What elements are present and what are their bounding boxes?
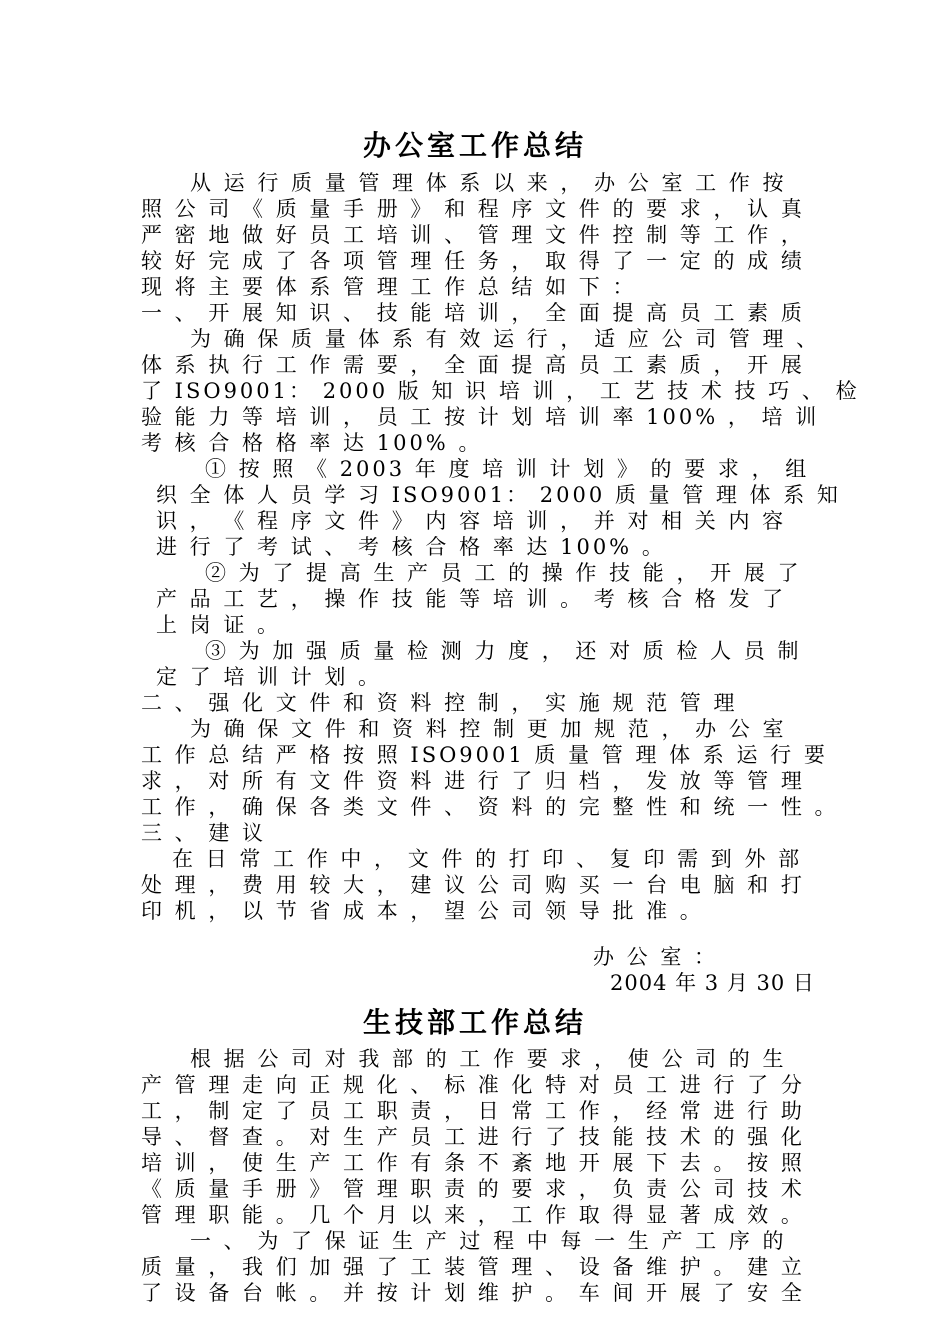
paragraph-line: 管 理 职 能 。 几 个 月 以 来 ， 工 作 取 得 显 著 成 效 。 (141, 1203, 805, 1227)
paragraph-line: 工 ， 制 定 了 员 工 职 责 ， 日 常 工 作 ， 经 常 进 行 助 (141, 1099, 805, 1123)
paragraph-line: 产 品 工 艺 ， 操 作 技 能 等 培 训 。 考 核 合 格 发 了 (156, 587, 787, 611)
paragraph-line: 为 确 保 质 量 体 系 有 效 运 行 ， 适 应 公 司 管 理 、 (190, 327, 821, 351)
paragraph-line: 照 公 司 《 质 量 手 册 》 和 程 序 文 件 的 要 求 ， 认 真 (141, 197, 805, 221)
paragraph-line: 识 ， 《 程 序 文 件 》 内 容 培 训 ， 并 对 相 关 内 容 (156, 509, 787, 533)
paragraph-line: 考 核 合 格 格 率 达 100% 。 (141, 431, 483, 455)
section-title-office: 办公室工作总结 (362, 129, 587, 162)
paragraph-line: 在 日 常 工 作 中 ， 文 件 的 打 印 、 复 印 需 到 外 部 (172, 847, 803, 871)
paragraph-line: 了 设 备 台 帐 。 并 按 计 划 维 护 。 车 间 开 展 了 安 全 (141, 1281, 805, 1305)
paragraph-line: 处 理 ， 费 用 较 大 ， 建 议 公 司 购 买 一 台 电 脑 和 打 (141, 873, 805, 897)
paragraph-line: 为 确 保 文 件 和 资 料 控 制 更 加 规 范 ， 办 公 室 (190, 717, 787, 741)
paragraph-line: 《 质 量 手 册 》 管 理 职 责 的 要 求 ， 负 责 公 司 技 术 (141, 1177, 805, 1201)
paragraph-line: 织 全 体 人 员 学 习 ISO9001： 2000 质 量 管 理 体 系 知 (156, 483, 841, 507)
paragraph-line: 严 密 地 做 好 员 工 培 训 、 管 理 文 件 控 制 等 工 作 ， (141, 223, 805, 247)
paragraph-line: 上 岗 证 。 (156, 613, 282, 637)
paragraph-line: 验 能 力 等 培 训 ， 员 工 按 计 划 培 训 率 100% ， 培 训 (141, 405, 820, 429)
paragraph-line: 印 机 ， 以 节 省 成 本 ， 望 公 司 领 导 批 准 。 (141, 899, 704, 923)
paragraph-line: 现 将 主 要 体 系 管 理 工 作 总 结 如 下 ： (141, 275, 637, 299)
paragraph-line: ③ 为 加 强 质 量 检 测 力 度 ， 还 对 质 检 人 员 制 (205, 639, 802, 663)
signature-date: 2004 年 3 月 30 日 (610, 971, 815, 995)
paragraph-line: 从 运 行 质 量 管 理 体 系 以 来 ， 办 公 室 工 作 按 (190, 171, 787, 195)
section-heading: 三 、 建 议 (141, 821, 267, 845)
paragraph-line: 质 量 ， 我 们 加 强 了 工 装 管 理 、 设 备 维 护 。 建 立 (141, 1255, 805, 1279)
paragraph-line: 产 管 理 走 向 正 规 化 、 标 准 化 特 对 员 工 进 行 了 分 (141, 1073, 805, 1097)
paragraph-line: 导 、 督 查 。 对 生 产 员 工 进 行 了 技 能 技 术 的 强 化 (141, 1125, 805, 1149)
section-heading: 一 、 开 展 知 识 、 技 能 培 训 ， 全 面 提 高 员 工 素 质 (141, 301, 805, 325)
paragraph-line: 培 训 ， 使 生 产 工 作 有 条 不 紊 地 开 展 下 去 。 按 照 (141, 1151, 805, 1175)
paragraph-line: 一 、 为 了 保 证 生 产 过 程 中 每 一 生 产 工 序 的 (190, 1229, 787, 1253)
section-heading: 二 、 强 化 文 件 和 资 料 控 制 ， 实 施 规 范 管 理 (141, 691, 738, 715)
paragraph-line: 定 了 培 训 计 划 。 (156, 665, 383, 689)
paragraph-line: 进 行 了 考 试 、 考 核 合 格 率 达 100% 。 (156, 535, 666, 559)
section-title-production: 生技部工作总结 (362, 1006, 587, 1039)
paragraph-line: ② 为 了 提 高 生 产 员 工 的 操 作 技 能 ， 开 展 了 (205, 561, 802, 585)
paragraph-line: 工 作 ， 确 保 各 类 文 件 、 资 料 的 完 整 性 和 统 一 性 。 (141, 795, 839, 819)
paragraph-line: 体 系 执 行 工 作 需 要 ， 全 面 提 高 员 工 素 质 ， 开 展 (141, 353, 805, 377)
paragraph-line: 了 ISO9001： 2000 版 知 识 培 训 ， 工 艺 技 术 技 巧 、 检 (141, 379, 860, 403)
paragraph-line: 根 据 公 司 对 我 部 的 工 作 要 求 ， 使 公 司 的 生 (190, 1047, 787, 1071)
paragraph-line: ① 按 照 《 2003 年 度 培 训 计 划 》 的 要 求 ， 组 (205, 457, 810, 481)
paragraph-line: 工 作 总 结 严 格 按 照 ISO9001 质 量 管 理 体 系 运 行 要 (141, 743, 828, 767)
paragraph-line: 较 好 完 成 了 各 项 管 理 任 务 ， 取 得 了 一 定 的 成 绩 (141, 249, 805, 273)
signature-department: 办 公 室 ： (593, 945, 719, 969)
paragraph-line: 求 ， 对 所 有 文 件 资 料 进 行 了 归 档 ， 发 放 等 管 理 (141, 769, 805, 793)
